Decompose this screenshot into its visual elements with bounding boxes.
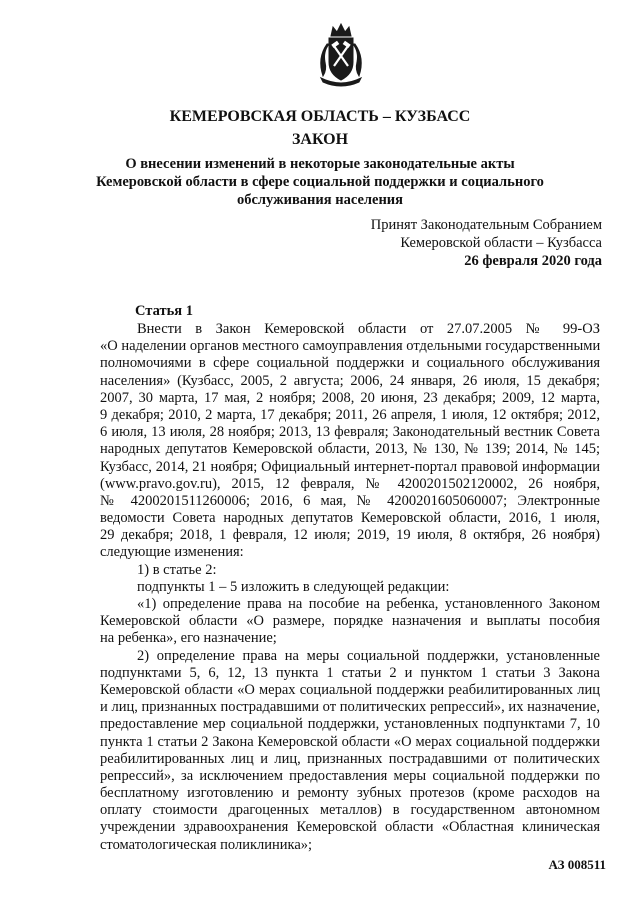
article-body xyxy=(100,321,600,854)
article-text-line: № 4200201511260006; 2016, 6 мая, № 4200201605060007; Электронные xyxy=(100,492,600,509)
laurel-left xyxy=(321,44,329,76)
article-text-line: Кузбасс, 2014, 21 ноября; Официальный интернет-портал правовой информации xyxy=(100,458,600,475)
region-heading: КЕМЕРОВСКАЯ ОБЛАСТЬ – КУЗБАСС xyxy=(169,108,471,125)
article-text-line: 1) в статье 2: xyxy=(137,561,217,578)
article-text-line: подпунктами 5, 6, 12, 13 пункта 1 статьи 2 и пунктом 1 статьи 3 Закона xyxy=(100,664,600,681)
article-text-line: пункта 1 статьи 2 Закона Кемеровской области «О мерах социальной поддержки xyxy=(100,733,600,750)
article-text-line: учреждении здравоохранения Кемеровской области «Областная клиническая xyxy=(100,819,600,836)
article-text-line: стоматологическая поликлиника»; xyxy=(100,836,313,853)
article-text-line: бесплатному изготовлению и ремонту зубных протезов (кроме расходов на xyxy=(100,785,600,802)
law-title-line: О внесении изменений в некоторые законодательные акты xyxy=(125,156,515,172)
article-text-line: «О наделении органов местного самоуправления отдельными государственными xyxy=(100,338,601,355)
law-title-line: обслуживания населения xyxy=(236,192,404,208)
article-text-line: и лиц, признанных пострадавшими от политических репрессий», их назначение, xyxy=(100,699,600,716)
article-text-line: предоставление мер социальной поддержки, установленных подпунктами 7, 10 xyxy=(100,716,600,733)
adoption-line: Принят Законодательным Собранием xyxy=(370,217,602,233)
article-text-line: 6 июля, 13 июля, 28 ноября; 2013, 13 февраля; Законодательный вестник Совета xyxy=(100,424,600,441)
adoption-line: Кемеровской области – Кузбасса xyxy=(400,235,602,251)
article-text-line: (www.pravo.gov.ru), 2015, 12 февраля, № 4200201502120002, 26 ноября, xyxy=(100,475,600,492)
article-text-line: Внести в Закон Кемеровской области от 27.07.2005 № 99-ОЗ xyxy=(137,321,600,337)
article-text-line: ведомости Совета народных депутатов Кемеровской области, 2016, 1 июля, xyxy=(100,510,600,527)
article-text-line: 2) определение права на меры социальной поддержки, установленные xyxy=(137,647,600,664)
article-text-line: Кемеровской области «О мерах социальной поддержки реабилитированных лиц xyxy=(100,681,600,698)
document-type: ЗАКОН xyxy=(291,131,349,148)
adoption-block xyxy=(371,216,602,270)
article-text-line: населения» (Кузбасс, 2005, 2 августа; 2006, 24 января, 26 июля, 15 декабря; xyxy=(100,372,600,389)
article-title: Статья 1 xyxy=(135,303,193,319)
article-text-line: полномочиями в сфере социальной поддержки и социального обслуживания xyxy=(100,355,600,372)
article-text-line: 9 декабря; 2010, 2 марта, 17 декабря; 2011, 26 апреля, 1 июля, 12 октября; 2012, xyxy=(100,406,600,423)
law-title-line: Кемеровской области в сфере социальной поддержки и социального xyxy=(96,174,544,190)
crown xyxy=(331,24,351,36)
adoption-date: 26 февраля 2020 года xyxy=(464,253,602,269)
article-text-line: подпункты 1 – 5 изложить в следующей редакции: xyxy=(137,578,450,595)
article-text-line: оплату стоимости драгоценных металлов) в государственном автономном xyxy=(100,802,600,819)
article-text-line: народных депутатов Кемеровской области, 2013, № 130, № 139; 2014, № 145; xyxy=(100,441,600,458)
article-text-line: Кемеровской области «О размере, порядке назначения и выплаты пособия xyxy=(100,613,600,630)
article-text-line: «1) определение права на пособие на ребенка, установленного Законом xyxy=(137,596,600,612)
article-text-line: репрессий», за исключением предоставления меры социальной поддержки по xyxy=(100,767,600,784)
form-serial-number: АЗ 008511 xyxy=(548,857,606,872)
article-text-line: на ребенка», его назначение; xyxy=(100,630,277,647)
laurel-right xyxy=(353,44,361,76)
article-text-line: 2007, 30 марта, 17 мая, 2 ноября; 2008, 20 июня, 23 декабря; 2009, 12 марта, xyxy=(100,389,600,406)
article-text-line: реабилитированных лиц и лиц, признанных пострадавшими от политических xyxy=(100,750,600,767)
article-text-line: следующие изменения: xyxy=(100,544,244,561)
article-text-line: 29 декабря; 2018, 1 февраля, 12 июля; 2019, 19 июля, 8 октября, 26 ноября) xyxy=(100,527,600,544)
coat-of-arms-emblem xyxy=(313,22,369,88)
